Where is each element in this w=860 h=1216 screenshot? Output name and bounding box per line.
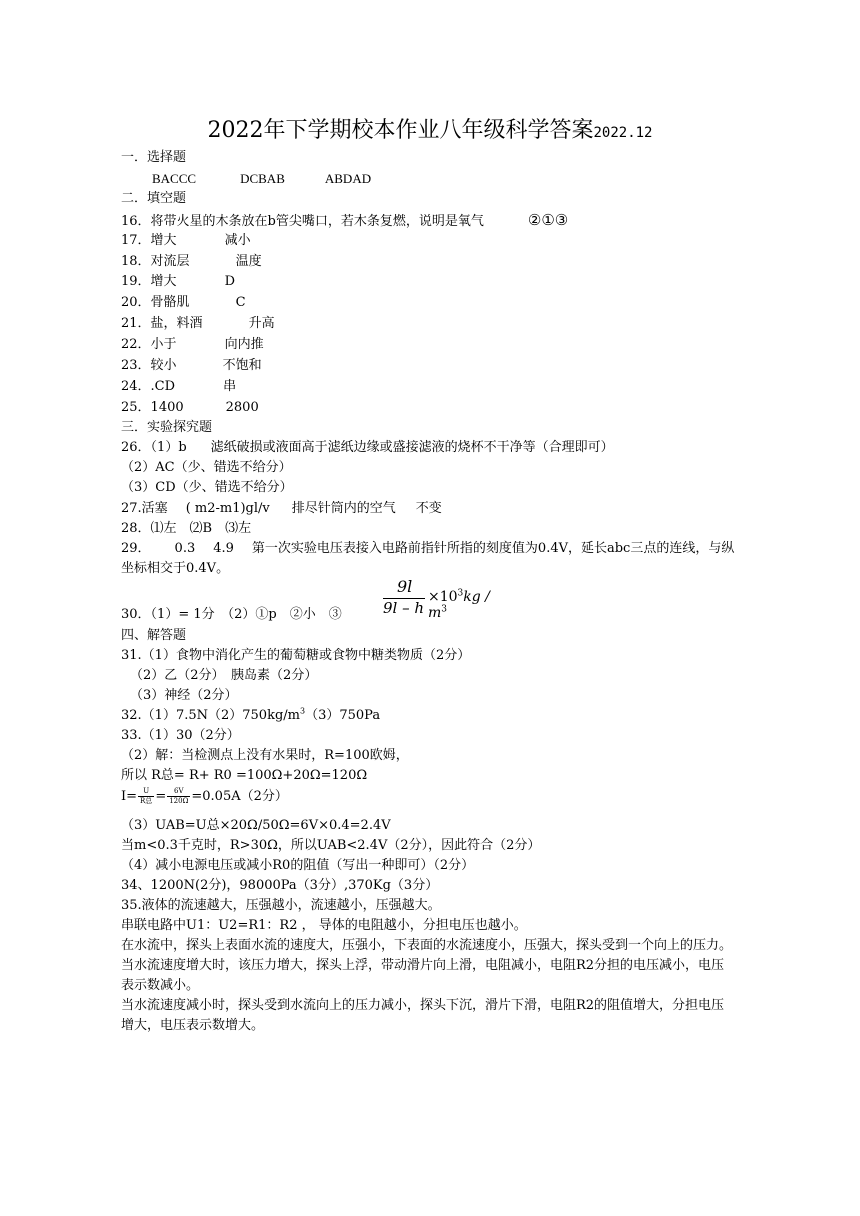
q35-line2: 串联电路中U1：U2=R1：R2 ， 导体的电阻越小，分担电压也越小。 [121, 918, 527, 933]
q33-line1: 33.（1）30（2分） [121, 728, 240, 743]
fill-item-24 [121, 377, 236, 397]
formula-unit [428, 589, 513, 621]
unit-exponent: 3 [441, 604, 448, 615]
fill-item-25 [121, 398, 259, 418]
item-answer-a: .CD [150, 379, 176, 394]
item-answer-a: 盐，料酒 [150, 316, 203, 331]
item-answer-a: 增大 [150, 233, 177, 248]
fill-item-22 [121, 335, 264, 355]
q33-line2: （2）解：当检测点上没有水果时，R=100欧姆， [121, 748, 409, 763]
fill-item-19 [121, 272, 235, 292]
q26-answer-1: 滤纸破损或液面高于滤纸边缘或盛接滤液的烧杯不干净等（合理即可） [210, 440, 614, 455]
choice-answers [152, 169, 371, 189]
fraction-numerator: 6V [167, 787, 190, 797]
q31-line3: （3）神经（2分） [130, 688, 238, 703]
q32-answer-a: 32.（1）7.5N（2）750kg/m [121, 708, 300, 723]
item-answer-b: 温度 [235, 254, 262, 269]
current-result: =0.05A（2分） [191, 789, 288, 804]
item-number: 19． [121, 274, 151, 289]
fill-item-18 [121, 252, 262, 272]
item-answer-b: ②①③ [527, 211, 569, 229]
item-answer-b: 2800 [225, 400, 259, 415]
item-answer-a: 1400 [150, 400, 184, 415]
q29-answer-a: 0.3 [174, 541, 196, 556]
unit: kg / m [428, 589, 490, 621]
fill-item-21 [121, 314, 275, 334]
q26-number: 26．（1）b [121, 440, 187, 455]
q33-line3: 所以 R总= R+ R0 =100Ω+20Ω=120Ω [121, 768, 368, 783]
fraction-numerator: U [138, 787, 154, 797]
fraction-values [167, 787, 190, 806]
page-title [0, 116, 860, 148]
q32-exponent: 3 [300, 706, 306, 716]
equals: = [155, 789, 167, 804]
choice-group-2: DCBAB [240, 171, 285, 186]
section-answer-heading: 四、解答题 [121, 628, 187, 643]
q27-answer-c: 排尽针筒内的空气 [291, 501, 396, 516]
section-fill-heading: 二．填空题 [121, 191, 187, 206]
section-experiment-heading: 三．实验探究题 [121, 420, 213, 435]
item-answer-b: 向内推 [224, 337, 264, 352]
item-answer-b: 不饱和 [222, 358, 262, 373]
q29-number: 29． [121, 541, 151, 556]
item-answer-a: 较小 [150, 358, 177, 373]
q31-line1: 31.（1）食物中消化产生的葡萄糖或食物中糖类物质（2分） [121, 648, 471, 663]
q26-line1 [121, 438, 614, 458]
q33-line4 [121, 787, 288, 807]
item-number: 16． [121, 214, 151, 229]
item-number: 23． [121, 358, 151, 373]
q35-paragraph-1: 在水流中，探头上表面水流的速度大，压强小，下表面的水流速度小，压强大，探头受到一个向上的压力。当水流速度增大时，该压力增大，探头上浮，带动滑片向上滑，电阻减小，电阻R2分担的电压减小，电压表示数减小。 [121, 938, 733, 993]
q26-line3: （3）CD（少、错选不给分） [121, 480, 293, 495]
fill-item-17 [121, 231, 251, 251]
q34-line: 34、1200N(2分)，98000Pa（3分）,370Kg（3分） [121, 878, 439, 893]
item-answer-b: 串 [223, 379, 237, 394]
fraction-denominator: R总 [140, 797, 153, 805]
q30-density-formula [383, 577, 513, 621]
title-date: 2022.12 [593, 125, 653, 141]
q29-block [121, 539, 736, 579]
q32-line [121, 706, 380, 726]
q29-answer-b: 4.9 [213, 541, 234, 556]
item-answer-a: 增大 [150, 274, 177, 289]
item-number: 20． [121, 295, 151, 310]
item-answer-b: 升高 [248, 316, 275, 331]
q27-answer-d: 不变 [415, 501, 442, 516]
q30-line: 30．（1）= 1分 （2）①p ②小 ③ [121, 607, 342, 622]
q33-line6: 当m<0.3千克时，R>30Ω，所以UAB<2.4V（2分），因此符合（2分） [121, 838, 541, 853]
formula-numerator: 9l [397, 577, 413, 596]
q26-line2: （2）AC（少、错选不给分） [121, 460, 292, 475]
q31-line2: （2）乙（2分） 胰岛素（2分） [130, 668, 318, 683]
q27-answer-a: 27.活塞 [121, 501, 168, 516]
item-answer-b: 减小 [224, 233, 251, 248]
section-choice-heading: 一．选择题 [121, 150, 187, 165]
choice-group-1: BACCC [152, 171, 197, 186]
q35-paragraph-2: 当水流速度减小时，探头受到水流向上的压力减小，探头下沉，滑片下滑，电阻R2的阻值增大，分担电压增大，电压表示数增大。 [121, 998, 725, 1033]
formula-denominator: 9l – h [383, 599, 425, 617]
item-number: 18． [121, 254, 151, 269]
fraction-u-over-r [138, 787, 154, 806]
exponent: 3 [457, 588, 464, 599]
q28-line: 28．⑴左 ⑵B ⑶左 [121, 521, 252, 536]
fill-item-23 [121, 356, 262, 376]
current-label: I= [121, 789, 138, 804]
item-number: 17． [121, 233, 151, 248]
item-number: 21． [121, 316, 151, 331]
fraction-denominator: 120Ω [169, 797, 189, 805]
item-answer-b: C [235, 295, 246, 310]
item-answer-a: 骨骼肌 [150, 295, 190, 310]
fill-item-16 [121, 210, 568, 232]
item-number: 24． [121, 379, 151, 394]
item-number: 22． [121, 337, 151, 352]
q32-answer-b: （3）750Pa [305, 708, 381, 723]
q35-line1: 35.液体的流速越大，压强越小，流速越小，压强越大。 [121, 898, 441, 913]
fill-item-20 [121, 293, 246, 313]
item-answer-a: 将带火星的木条放在b管尖嘴口，若木条复燃，说明是氧气 [150, 214, 484, 229]
item-number: 25． [121, 400, 151, 415]
choice-group-3: ABDAD [324, 171, 372, 186]
q27-answer-b: ( m2-m1)gl/v [185, 501, 270, 516]
q33-line5: （3）UAB=U总×20Ω/50Ω=6V×0.4=2.4V [121, 818, 391, 833]
q33-line7: （4）减小电源电压或减小R0的阻值（写出一种即可）（2分） [121, 858, 475, 873]
item-answer-a: 对流层 [150, 254, 190, 269]
q27-line [121, 499, 442, 519]
times-ten: ×10 [428, 589, 458, 605]
title-main: 2022年下学期校本作业八年级科学答案 [207, 118, 594, 143]
q29-explanation: 第一次实验电压表接入电路前指针所指的刻度值为0.4V，延长abc三点的连线，与纵坐标相交于0.4V。 [121, 541, 735, 576]
item-answer-a: 小于 [150, 337, 177, 352]
item-answer-b: D [224, 274, 235, 289]
